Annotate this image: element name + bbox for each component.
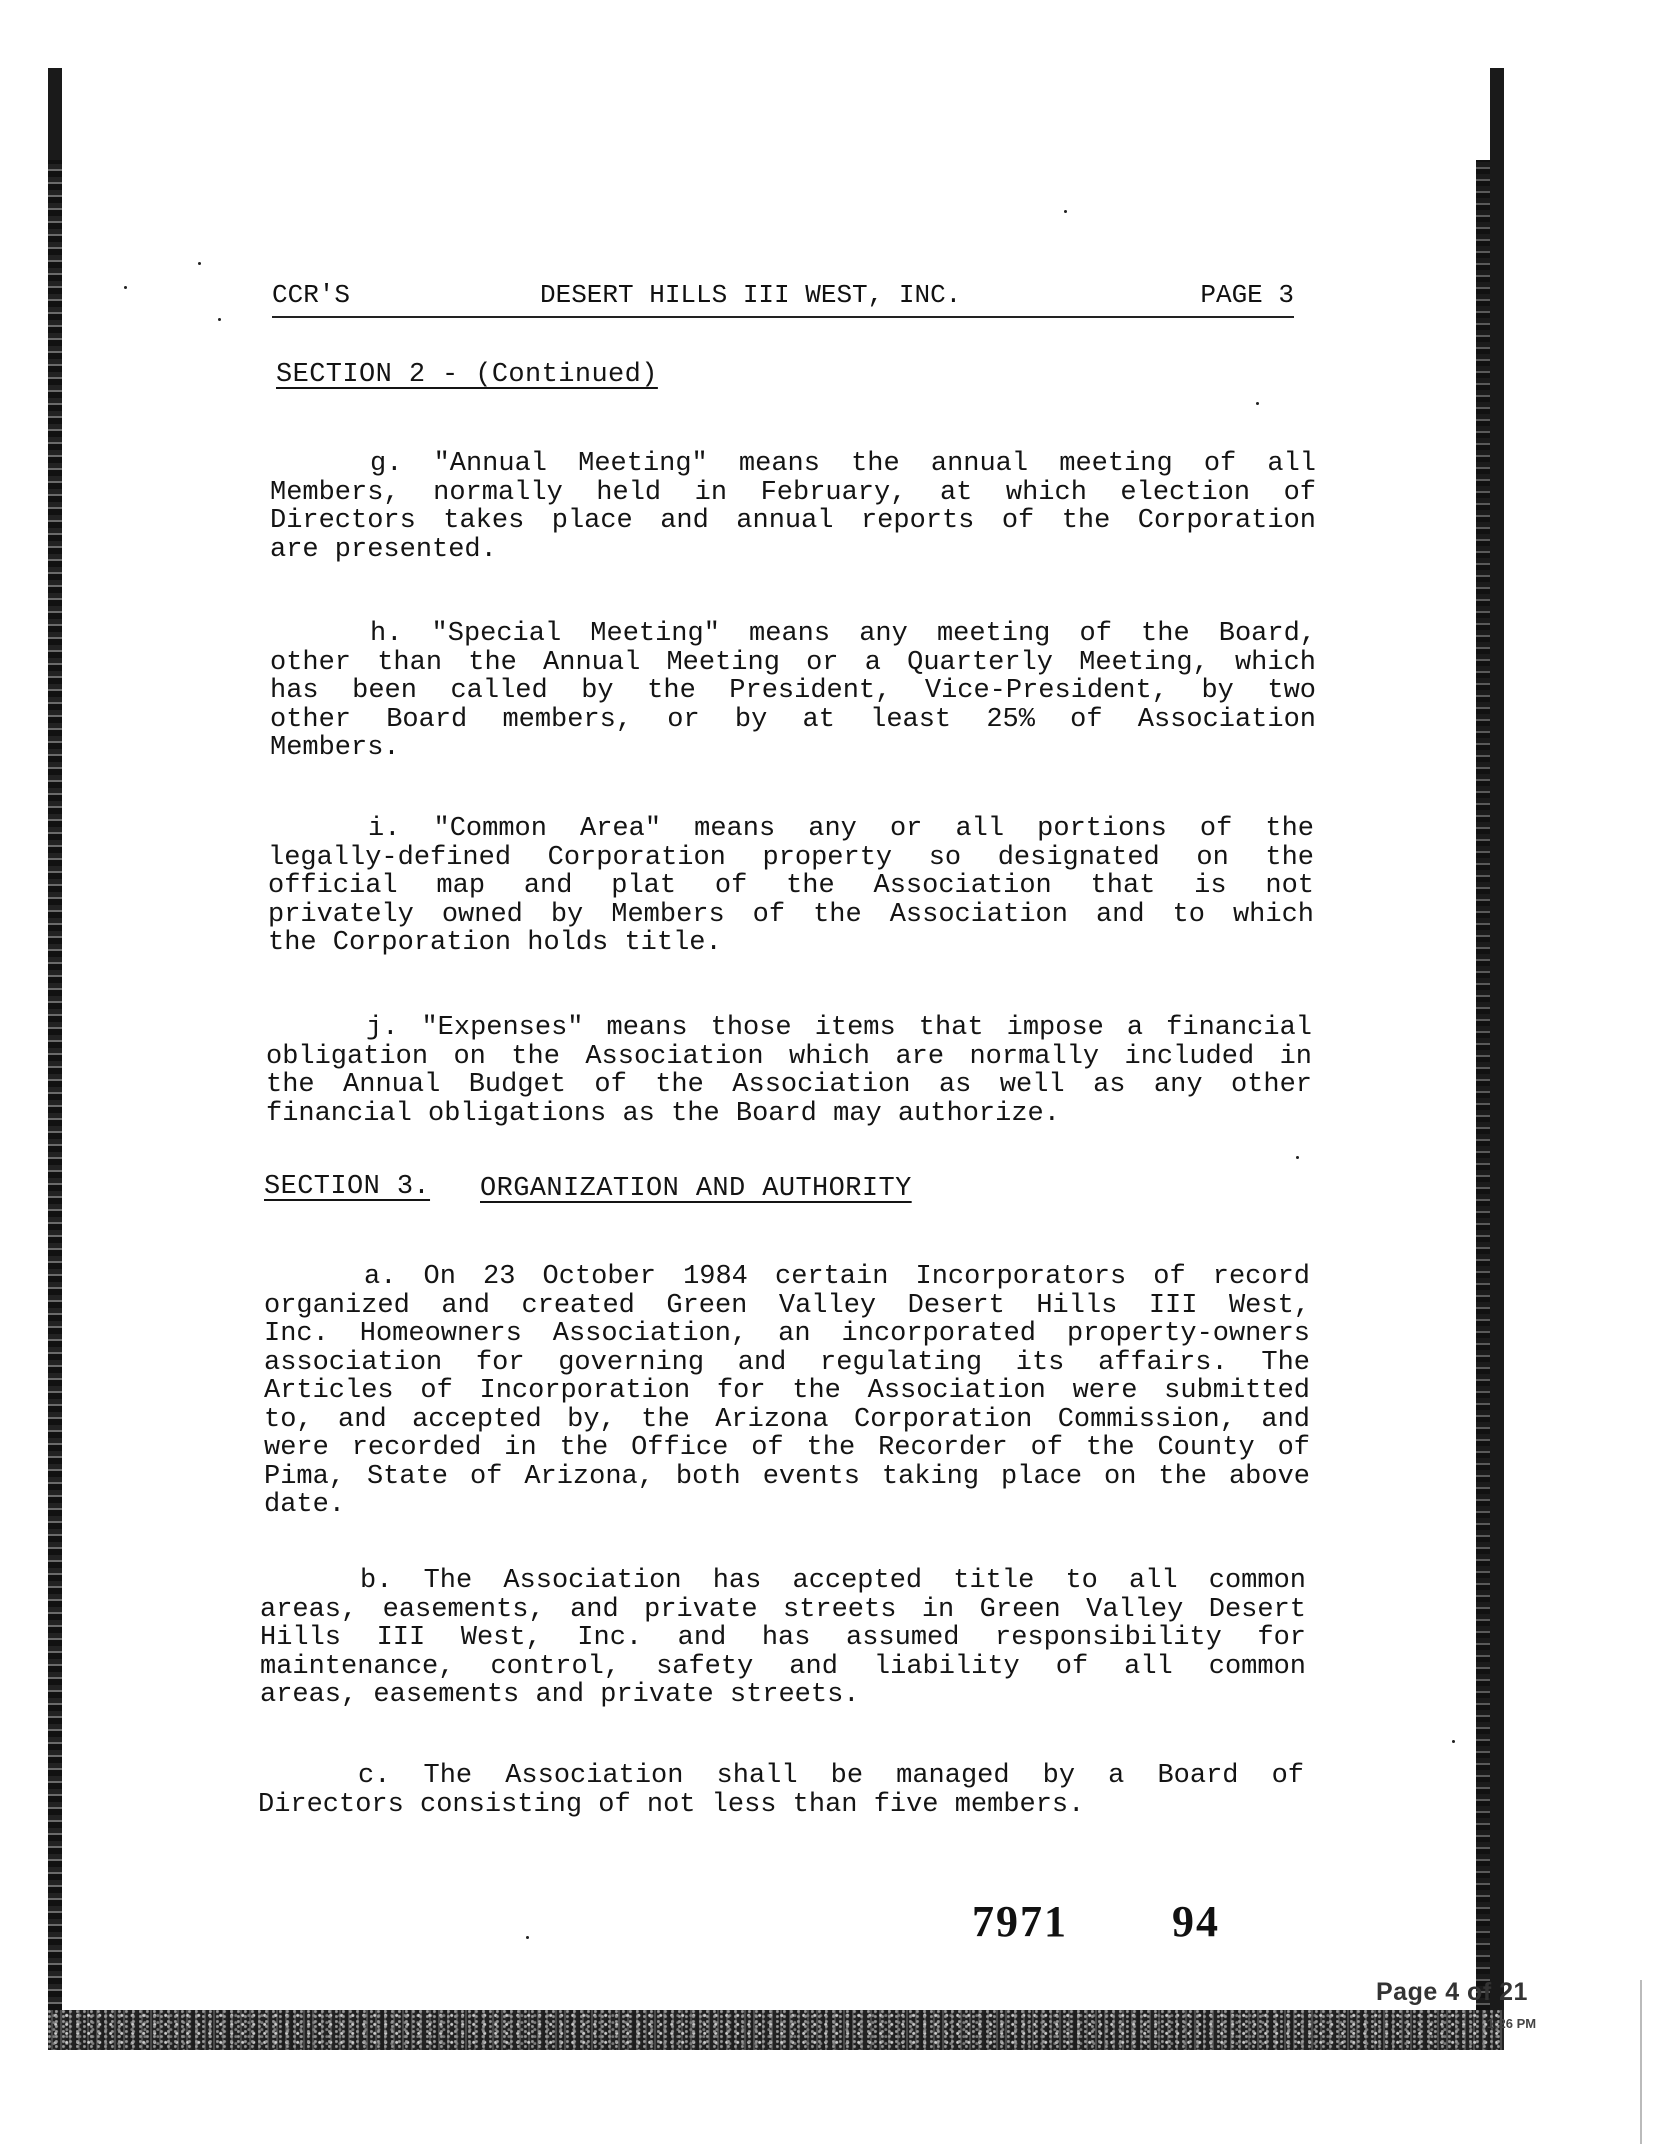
scan-speck bbox=[1296, 1156, 1299, 1159]
text-line: i. "Common Area" means any or all portions of the bbox=[368, 815, 1314, 844]
running-header bbox=[272, 276, 1294, 318]
section-3-number: SECTION 3. bbox=[264, 1172, 431, 1202]
text-line: a. On 23 October 1984 certain Incorporators of record bbox=[364, 1263, 1310, 1292]
recorder-page-number: 94 bbox=[1172, 1897, 1220, 1946]
page-counter: Page 4 of 21 bbox=[1376, 1978, 1528, 2006]
text-line: to, and accepted by, the Arizona Corporation Commission, and bbox=[264, 1405, 1310, 1434]
text-line: Members. bbox=[270, 734, 400, 763]
text-line: official map and plat of the Association that is not bbox=[268, 872, 1314, 901]
scan-speck bbox=[124, 286, 127, 289]
text-line: areas, easements, and private streets in Green Valley Desert bbox=[260, 1595, 1306, 1624]
print-time: 1:26 PM bbox=[1487, 2016, 1537, 2031]
text-line: obligation on the Association which are normally included in bbox=[266, 1042, 1312, 1071]
paragraph-c bbox=[258, 1762, 1304, 1819]
text-line: Hills III West, Inc. and has assumed responsibility for bbox=[260, 1624, 1306, 1653]
text-line: other than the Annual Meeting or a Quarterly Meeting, which bbox=[270, 648, 1316, 677]
scan-speck bbox=[1064, 210, 1067, 213]
scan-speck bbox=[198, 262, 201, 265]
text-line: areas, easements and private streets. bbox=[260, 1681, 860, 1710]
scan-speck bbox=[218, 318, 221, 321]
paragraph-b bbox=[260, 1567, 1306, 1710]
text-line: were recorded in the Office of the Recorder of the County of bbox=[264, 1434, 1310, 1463]
text-line: has been called by the President, Vice-President, by two bbox=[270, 677, 1316, 706]
margin-rule bbox=[1640, 1980, 1642, 2144]
text-line: the Corporation holds title. bbox=[268, 929, 722, 958]
text-line: Directors consisting of not less than five members. bbox=[258, 1790, 1085, 1819]
paragraph-a bbox=[264, 1263, 1310, 1520]
header-left: CCR'S bbox=[272, 280, 351, 310]
paragraph-i bbox=[268, 815, 1314, 958]
text-line: Directors takes place and annual reports of the Corporation bbox=[270, 507, 1316, 536]
scan-bottom-border bbox=[48, 2010, 1504, 2050]
text-line: j. "Expenses" means those items that impose a financial bbox=[366, 1014, 1312, 1043]
scan-speck bbox=[526, 1936, 529, 1939]
text-line: Members, normally held in February, at which election of bbox=[270, 478, 1316, 507]
text-line: b. The Association has accepted title to all common bbox=[360, 1567, 1306, 1596]
text-line: Articles of Incorporation for the Association were submitted bbox=[264, 1377, 1310, 1406]
section-2-heading: SECTION 2 - (Continued) bbox=[276, 360, 658, 390]
text-line: date. bbox=[264, 1491, 346, 1520]
text-line: g. "Annual Meeting" means the annual meeting of all bbox=[370, 450, 1316, 479]
section-3-title: ORGANIZATION AND AUTHORITY bbox=[480, 1174, 912, 1204]
text-line: privately owned by Members of the Association and to which bbox=[268, 900, 1314, 929]
scan-right-edge bbox=[1476, 160, 1490, 2010]
text-line: maintenance, control, safety and liability of all common bbox=[260, 1652, 1306, 1681]
text-line: legally-defined Corporation property so designated on the bbox=[268, 843, 1314, 872]
paragraph-j bbox=[266, 1014, 1312, 1128]
text-line: are presented. bbox=[270, 535, 497, 564]
text-line: financial obligations as the Board may authorize. bbox=[266, 1099, 1060, 1128]
header-center: DESERT HILLS III WEST, INC. bbox=[540, 280, 962, 310]
text-line: the Annual Budget of the Association as well as any other bbox=[266, 1071, 1312, 1100]
text-line: c. The Association shall be managed by a Board of bbox=[358, 1762, 1304, 1791]
text-line: organized and created Green Valley Desert Hills III West, bbox=[264, 1291, 1310, 1320]
text-line: other Board members, or by at least 25% of Association bbox=[270, 705, 1316, 734]
text-line: Inc. Homeowners Association, an incorporated property-owners bbox=[264, 1320, 1310, 1349]
text-line: association for governing and regulating its affairs. The bbox=[264, 1348, 1310, 1377]
text-line: Pima, State of Arizona, both events taking place on the above bbox=[264, 1462, 1310, 1491]
scan-speck bbox=[1256, 402, 1259, 405]
header-page: PAGE 3 bbox=[1200, 280, 1294, 310]
recorder-docket-number: 7971 bbox=[972, 1897, 1068, 1946]
paragraph-h bbox=[270, 620, 1316, 763]
scan-left-edge bbox=[48, 160, 62, 2010]
paragraph-g bbox=[270, 450, 1316, 564]
scan-speck bbox=[1452, 1740, 1455, 1743]
text-line: h. "Special Meeting" means any meeting of the Board, bbox=[370, 620, 1316, 649]
